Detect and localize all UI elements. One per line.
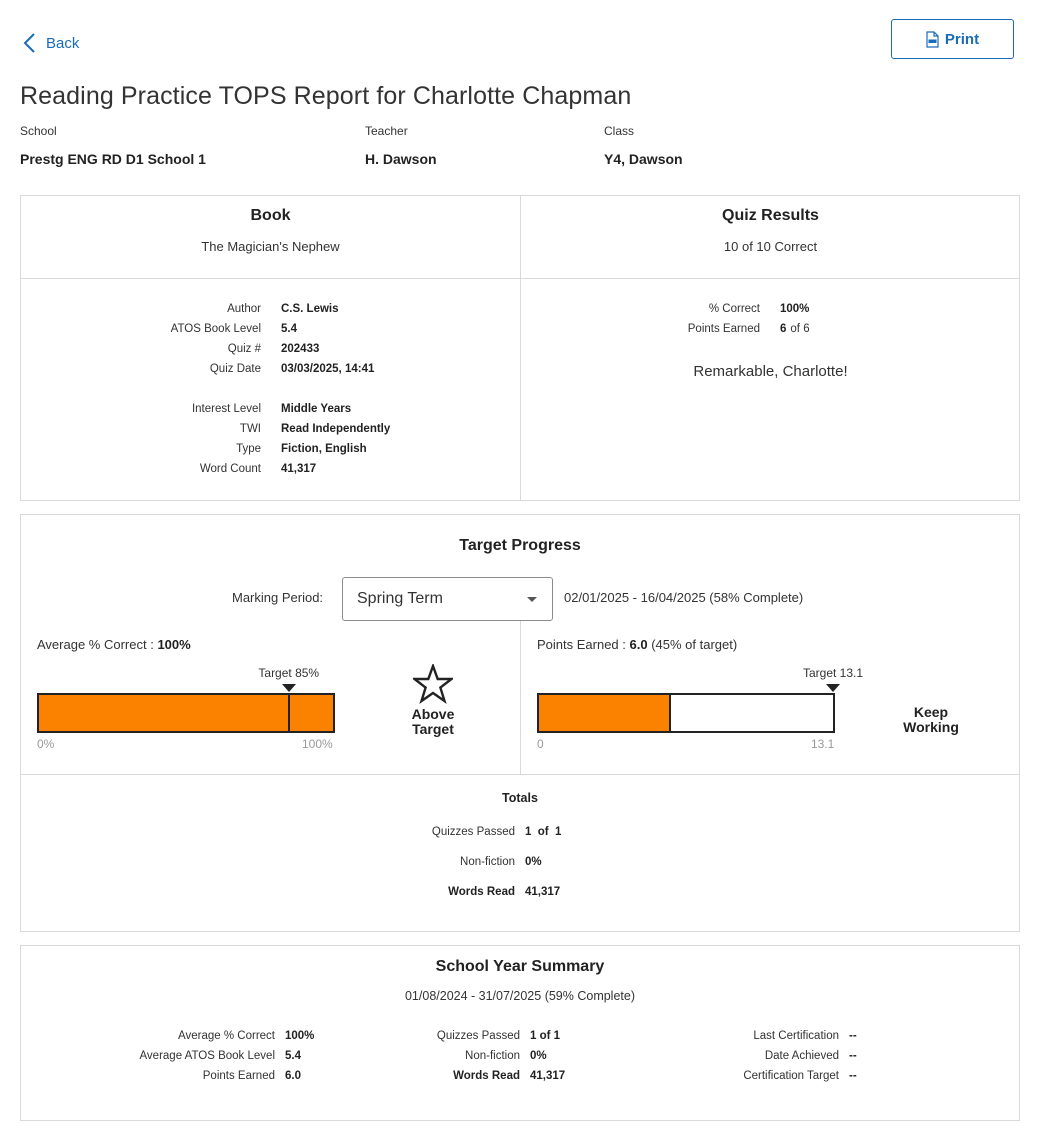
back-link[interactable] (22, 32, 79, 54)
avg-correct-value: 100% (157, 637, 191, 652)
summary-label: Last Certification (753, 1030, 839, 1042)
detail-value: C.S. Lewis (281, 303, 339, 315)
praise-message: Remarkable, Charlotte! (693, 363, 848, 380)
star-icon (413, 664, 453, 704)
teacher-value: H. Dawson (365, 151, 437, 167)
pct-label: % Correct (708, 303, 760, 315)
totals-value: 41,317 (525, 886, 561, 898)
detail-row (21, 299, 390, 319)
points-earned-title (537, 637, 737, 652)
summary-label: Quizzes Passed (436, 1030, 520, 1042)
totals-row (401, 817, 561, 847)
target-marker-icon (826, 684, 840, 692)
detail-row (21, 359, 390, 379)
totals-label: Quizzes Passed (431, 826, 515, 838)
marking-period-range: 02/01/2025 - 16/04/2025 (58% Complete) (564, 590, 804, 605)
detail-row (21, 419, 390, 439)
summary-label: Points Earned (202, 1070, 275, 1082)
summary-col-3 (641, 1026, 857, 1086)
detail-row (21, 319, 390, 339)
summary-value: 0% (530, 1050, 547, 1062)
pdf-icon (926, 31, 939, 48)
detail-row (21, 399, 390, 419)
totals-row (401, 847, 561, 877)
class-value: Y4, Dawson (604, 151, 683, 167)
points-earned-bar (537, 693, 835, 733)
points-target-label: Target 13.1 (803, 666, 864, 680)
detail-value: 41,317 (281, 463, 317, 475)
divider (21, 774, 1019, 775)
school-year-summary-panel (20, 945, 1020, 1121)
summary-row (21, 1026, 314, 1046)
detail-row (21, 339, 390, 359)
summary-value: -- (849, 1070, 857, 1082)
avg-axis-min: 0% (37, 737, 55, 751)
target-progress-heading: Target Progress (459, 537, 581, 554)
school-value: Prestg ENG RD D1 School 1 (20, 151, 206, 167)
points-of: of 6 (790, 323, 810, 335)
summary-row (641, 1066, 857, 1086)
summary-col-1 (21, 1026, 314, 1086)
detail-label: Quiz # (227, 343, 261, 355)
book-title: The Magician's Nephew (201, 239, 340, 254)
class-meta (604, 124, 683, 167)
back-label: Back (46, 34, 80, 52)
summary-row (321, 1046, 565, 1066)
detail-value: Middle Years (281, 403, 352, 415)
book-heading: Book (250, 207, 291, 224)
points-label: Points Earned (687, 323, 760, 335)
points-earned-label: Points Earned : (537, 637, 626, 652)
points-status (883, 705, 979, 735)
summary-label: Date Achieved (764, 1050, 839, 1062)
avg-correct-label: Average % Correct : (37, 637, 154, 652)
detail-value: Read Independently (281, 423, 391, 435)
divider (21, 278, 1019, 279)
points-earned-suffix: (45% of target) (651, 637, 738, 652)
teacher-label: Teacher (365, 124, 408, 138)
detail-label: Type (236, 443, 261, 455)
quiz-points-row (521, 319, 810, 339)
detail-value: Fiction, English (281, 443, 367, 455)
chevron-left-icon (22, 32, 36, 54)
detail-label: ATOS Book Level (170, 323, 261, 335)
pct-value: 100% (780, 303, 810, 315)
summary-value: 6.0 (285, 1070, 301, 1082)
avg-status-line1: Above (411, 706, 455, 722)
summary-label: Average % Correct (178, 1030, 275, 1042)
caret-down-icon (527, 597, 537, 602)
target-progress-panel (20, 514, 1020, 932)
page-title: Reading Practice TOPS Report for Charlotte Chapman (20, 82, 632, 110)
detail-value: 202433 (281, 343, 320, 355)
totals-row (401, 877, 561, 907)
avg-target-label: Target 85% (258, 666, 320, 680)
marking-period-select[interactable] (342, 577, 553, 621)
detail-label: Quiz Date (209, 363, 261, 375)
detail-value: 03/03/2025, 14:41 (281, 363, 375, 375)
detail-label: TWI (239, 423, 261, 435)
totals-value: 1 of 1 (525, 826, 562, 838)
summary-label: Words Read (453, 1070, 520, 1082)
summary-value: -- (849, 1050, 857, 1062)
detail-row (21, 459, 390, 479)
avg-correct-bar (37, 693, 335, 733)
summary-value: 41,317 (530, 1070, 566, 1082)
avg-status-line2: Target (412, 721, 454, 737)
points-value: 6 (780, 323, 787, 335)
target-marker-icon (282, 684, 296, 692)
summary-range: 01/08/2024 - 31/07/2025 (59% Complete) (404, 989, 636, 1003)
print-label: Print (944, 30, 980, 48)
summary-label: Non-fiction (465, 1050, 520, 1062)
totals-value: 0% (525, 856, 542, 868)
summary-row (321, 1066, 565, 1086)
book-details (21, 299, 390, 479)
summary-value: -- (849, 1030, 857, 1042)
summary-row (641, 1026, 857, 1046)
school-meta (20, 124, 206, 167)
points-status-line1: Keep (913, 704, 949, 720)
detail-label: Word Count (199, 463, 261, 475)
detail-row (21, 439, 390, 459)
quiz-details (521, 299, 810, 339)
totals-label: Non-fiction (460, 856, 515, 868)
totals-section (21, 791, 1019, 805)
points-earned-bar-fill (539, 695, 671, 731)
points-axis-min: 0 (537, 737, 544, 751)
quiz-summary: 10 of 10 Correct (723, 239, 818, 254)
teacher-meta (365, 124, 437, 167)
class-label: Class (604, 124, 635, 138)
summary-value: 100% (285, 1030, 315, 1042)
points-earned-value: 6.0 (629, 637, 648, 652)
totals-heading: Totals (502, 791, 538, 805)
divider (520, 621, 521, 775)
quiz-header (521, 196, 1020, 254)
avg-target-tick (288, 695, 290, 731)
summary-row (21, 1046, 314, 1066)
marking-period-label: Marking Period: (232, 590, 324, 605)
summary-col-2 (321, 1026, 565, 1086)
avg-status (391, 664, 475, 737)
summary-row (21, 1066, 314, 1086)
detail-label: Author (227, 303, 261, 315)
book-quiz-panel (20, 195, 1020, 501)
summary-label: Certification Target (743, 1070, 839, 1082)
totals-label: Words Read (448, 886, 515, 898)
points-status-line2: Working (903, 719, 959, 735)
summary-value: 5.4 (285, 1050, 301, 1062)
school-label: School (20, 124, 57, 138)
quiz-heading: Quiz Results (722, 207, 819, 224)
summary-row (321, 1026, 565, 1046)
detail-value: 5.4 (281, 323, 297, 335)
print-button[interactable] (891, 19, 1014, 59)
avg-correct-title (37, 637, 191, 652)
detail-label: Interest Level (191, 403, 261, 415)
book-header (21, 196, 520, 254)
marking-period-value: Spring Term (357, 590, 443, 607)
summary-heading: School Year Summary (435, 958, 605, 975)
points-axis-max: 13.1 (811, 737, 835, 751)
avg-axis-max: 100% (302, 737, 333, 751)
totals-rows (401, 817, 561, 907)
summary-value: 1 of 1 (530, 1030, 561, 1042)
summary-label: Average ATOS Book Level (139, 1050, 275, 1062)
quiz-pct-row (521, 299, 810, 319)
summary-row (641, 1046, 857, 1066)
